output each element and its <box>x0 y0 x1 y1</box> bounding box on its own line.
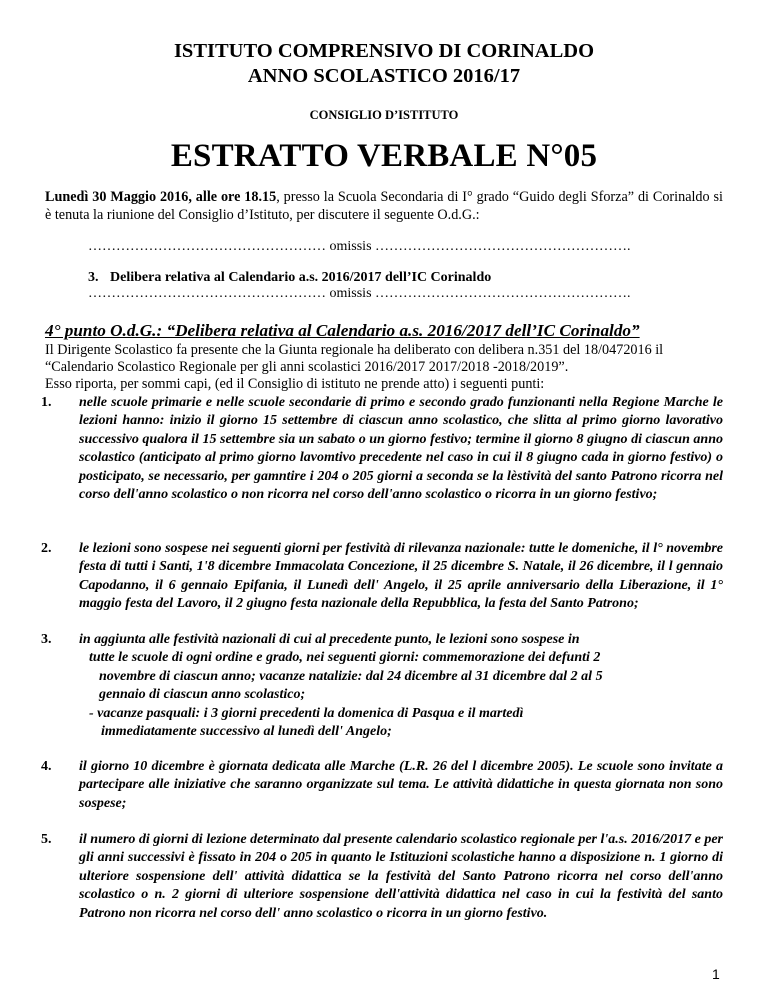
list-item-text-line: gennaio di ciascun anno scolastico; <box>99 687 306 703</box>
school-name: ISTITUTO COMPRENSIVO DI CORINALDO <box>173 40 595 62</box>
list-item-text-line: - vacanze pasquali: i 3 giorni precedenti la domenica di Pasqua e il martedì <box>89 705 524 721</box>
school-year: ANNO SCOLASTICO 2016/17 <box>247 65 521 87</box>
page-number: 1 <box>712 966 720 982</box>
omissis-line-1: …………………………………………… omissis ………………………………………………. <box>88 239 631 254</box>
list-item-number: 1. <box>41 395 52 410</box>
list-item <box>41 394 723 504</box>
list-item-number: 2. <box>41 541 52 556</box>
list-item <box>41 631 723 741</box>
list-item <box>41 831 723 923</box>
list-item-text: le lezioni sono sospese nei seguenti giorni per festività di rilevanza nazionale: tutte le domeniche, il l° novembre festa di tutti i Santi, 1'8 dicembre Immacolata Concezione, il 25 dicembre S. Natale, il 26 dicembre, il l gennaio Capodanno, il 6 gennaio Epifania, il Lunedì dell' Angelo, il 25 aprile anniversario della Liberazione, il 1° maggio festa del Lavoro, il 2 giugno festa nazionale della Repubblica, la festa del Santo Patrono; <box>79 541 723 612</box>
school-header <box>0 39 768 89</box>
list-item-text: il numero di giorni di lezione determinato dal presente calendario scolastico regionale per l'a.s. 2016/2017 e per gli anni successivi è fissato in 204 o 205 in quanto le Istituzioni scolastiche hanno a disposizione n. 1 giorno di ulteriore sospensione dell' attività didattica se la festività del Santo Patrono ricorra nel corso dell'anno scolastico o n. 2 giorni di ulteriore sospensione dell'attività didattica nel caso in cui la festività del santo Patrono non ricorra nel corso dell' anno scolastico o ricorra in un giorno festivo. <box>79 832 723 921</box>
body-line-2: “Calendario Scolastico Regionale per gli anni scolastici 2016/2017 2017/2018 -2018/2019”. <box>45 359 569 375</box>
list-item-text-line: in aggiunta alle festività nazionali di cui al precedente punto, le lezioni sono sospese in <box>79 632 580 647</box>
body-line-3: Esso riporta, per sommi capi, (ed il Consiglio di istituto ne prende atto) i seguenti punti: <box>45 376 545 392</box>
list-item-number: 4. <box>41 759 52 774</box>
document-title: ESTRATTO VERBALE N°05 <box>170 138 598 174</box>
intro-paragraph <box>45 189 723 224</box>
agenda-item-number: 3. <box>88 270 99 285</box>
body-text <box>45 342 723 393</box>
list-item-text: nelle scuole primarie e nelle scuole secondarie di primo e secondo grado funzionanti nella Regione Marche le lezioni hanno: inizio il giorno 15 settembre di ciascun anno scolastico, che slitta al primo giorno lavorativo successivo qualora il 15 settembre sia un sabato o un giorno festivo; termine il giorno 8 giugno di ciascun anno scolastico (anticipato al primo giorno lavomtivo precedente nel caso in cui il 8 giugno cada in giorno festivo) o posticipato, se necessario, per gamntire i 204 o 205 giorni a seconda se la lèstività del santo Patrono ricorra nel corso dell'anno scolastico o non ricorra nel corso dell'anno scolastico o ricorra in un giorno festivo; <box>79 395 723 503</box>
list-item <box>41 540 723 614</box>
list-item-text-line: immediatamente successivo al lunedì dell' Angelo; <box>101 724 392 740</box>
list-item-text-line: tutte le scuole di ogni ordine e grado, nei seguenti giorni: commemorazione dei defunti 2 <box>89 650 601 666</box>
section-title: 4° punto O.d.G.: “Delibera relativa al Calendario a.s. 2016/2017 dell’IC Corinaldo” <box>45 321 640 340</box>
list-item-number: 5. <box>41 832 52 847</box>
agenda-item <box>88 270 491 286</box>
council-subtitle: CONSIGLIO D’ISTITUTO <box>309 108 459 122</box>
list-item-text-line: novembre di ciascun anno; vacanze natalizie: dal 24 dicembre al 31 dicembre dal 2 al 5 <box>99 668 603 684</box>
omissis-line-2: …………………………………………… omissis ………………………………………………. <box>88 286 631 301</box>
list-item-text: il giorno 10 dicembre è giornata dedicata alle Marche (L.R. 26 del l dicembre 2005). Le scuole sono invitate a partecipare alle iniziative che saranno organizzate sul tema. Le attività didattiche in questa giornata non sono sospese; <box>79 759 723 811</box>
intro-text: , presso la Scuola Secondaria di I° grado “Guido degli Sforza” di Corinaldo si è tenuta la riunione del Consiglio d’Istituto, per discutere il seguente O.d.G.: <box>45 189 723 223</box>
list-item-number: 3. <box>41 632 52 647</box>
list-item <box>41 758 723 813</box>
body-line-1: Il Dirigente Scolastico fa presente che la Giunta regionale ha deliberato con delibera n.351 del 18/0472016 il <box>45 342 664 358</box>
agenda-item-text: Delibera relativa al Calendario a.s. 2016/2017 dell’IC Corinaldo <box>110 270 492 285</box>
meeting-date: Lunedì 30 Maggio 2016, alle ore 18.15 <box>45 189 277 205</box>
